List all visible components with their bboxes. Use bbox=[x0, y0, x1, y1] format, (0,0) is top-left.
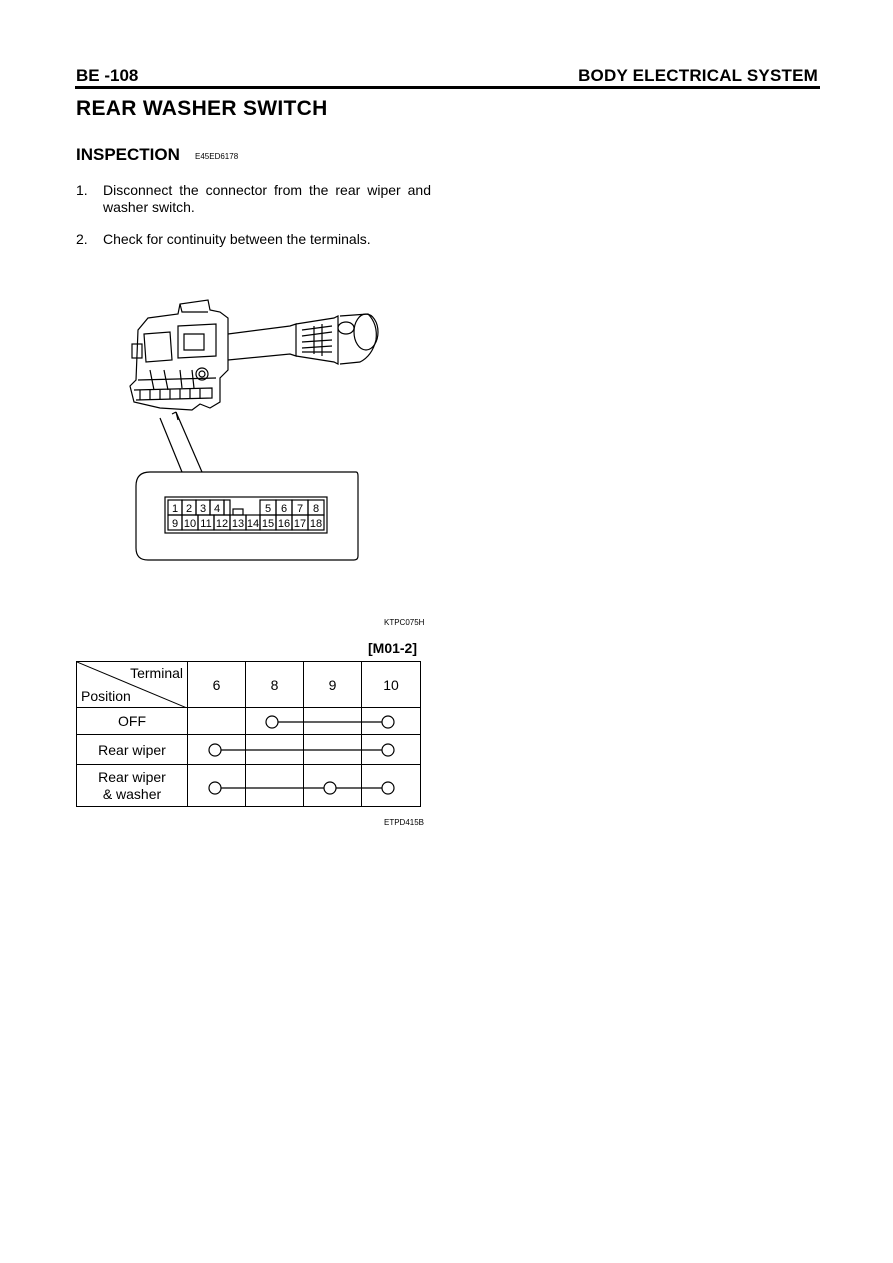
pin-label: 17 bbox=[293, 518, 307, 530]
corner-position-label: Position bbox=[81, 688, 131, 704]
position-cell bbox=[77, 765, 188, 807]
pin-label: 7 bbox=[296, 503, 304, 515]
pin-label: 3 bbox=[199, 503, 207, 515]
pin-label: 15 bbox=[261, 518, 275, 530]
pin-label: 2 bbox=[185, 503, 193, 515]
table-header-row bbox=[77, 662, 421, 708]
terminal-header: 6 bbox=[188, 662, 246, 708]
step-text: Disconnect the connector from the rear wiper and washer switch. bbox=[103, 182, 431, 215]
pin-label: 6 bbox=[280, 503, 288, 515]
position-line: Rear wiper bbox=[98, 768, 166, 785]
pin-label: 13 bbox=[231, 518, 245, 530]
page-code: BE -108 bbox=[76, 66, 139, 85]
pin-label: 11 bbox=[200, 518, 212, 530]
pin-label: 4 bbox=[213, 503, 221, 515]
table-code: ETPD415B bbox=[384, 818, 425, 827]
table-row bbox=[77, 735, 421, 765]
section-title: BODY ELECTRICAL SYSTEM bbox=[578, 66, 818, 85]
page-title: REAR WASHER SWITCH bbox=[76, 97, 328, 120]
continuity-table bbox=[76, 661, 421, 807]
position-cell: Rear wiper bbox=[77, 735, 188, 765]
terminal-header: 9 bbox=[304, 662, 362, 708]
pin-label: 9 bbox=[171, 518, 179, 530]
section-heading: INSPECTION bbox=[76, 145, 180, 164]
figure-code: KTPC075H bbox=[384, 618, 425, 627]
step-number: 1. bbox=[76, 182, 88, 198]
pin-label: 16 bbox=[277, 518, 291, 530]
table-row bbox=[77, 708, 421, 735]
position-cell: OFF bbox=[77, 708, 188, 735]
pin-label: 14 bbox=[246, 518, 260, 530]
terminal-header: 8 bbox=[246, 662, 304, 708]
step-number: 2. bbox=[76, 231, 88, 247]
connector-label: [M01-2] bbox=[368, 640, 418, 656]
pin-label: 12 bbox=[215, 518, 229, 530]
corner-cell bbox=[77, 662, 188, 708]
terminal-header: 10 bbox=[362, 662, 421, 708]
step-text: Check for continuity between the terminals. bbox=[103, 231, 371, 247]
corner-terminal-label: Terminal bbox=[130, 665, 183, 681]
position-line: & washer bbox=[102, 785, 162, 802]
table-row bbox=[77, 765, 421, 807]
pin-label: 5 bbox=[264, 503, 272, 515]
header-rule bbox=[75, 86, 820, 89]
pin-label: 8 bbox=[312, 503, 320, 515]
switch-illustration bbox=[120, 290, 440, 580]
section-code: E45ED6178 bbox=[195, 152, 239, 161]
pin-label: 1 bbox=[171, 503, 179, 515]
step-1 bbox=[76, 182, 436, 216]
step-2 bbox=[76, 231, 436, 248]
pin-label: 10 bbox=[183, 518, 197, 530]
pin-label: 18 bbox=[309, 518, 323, 530]
